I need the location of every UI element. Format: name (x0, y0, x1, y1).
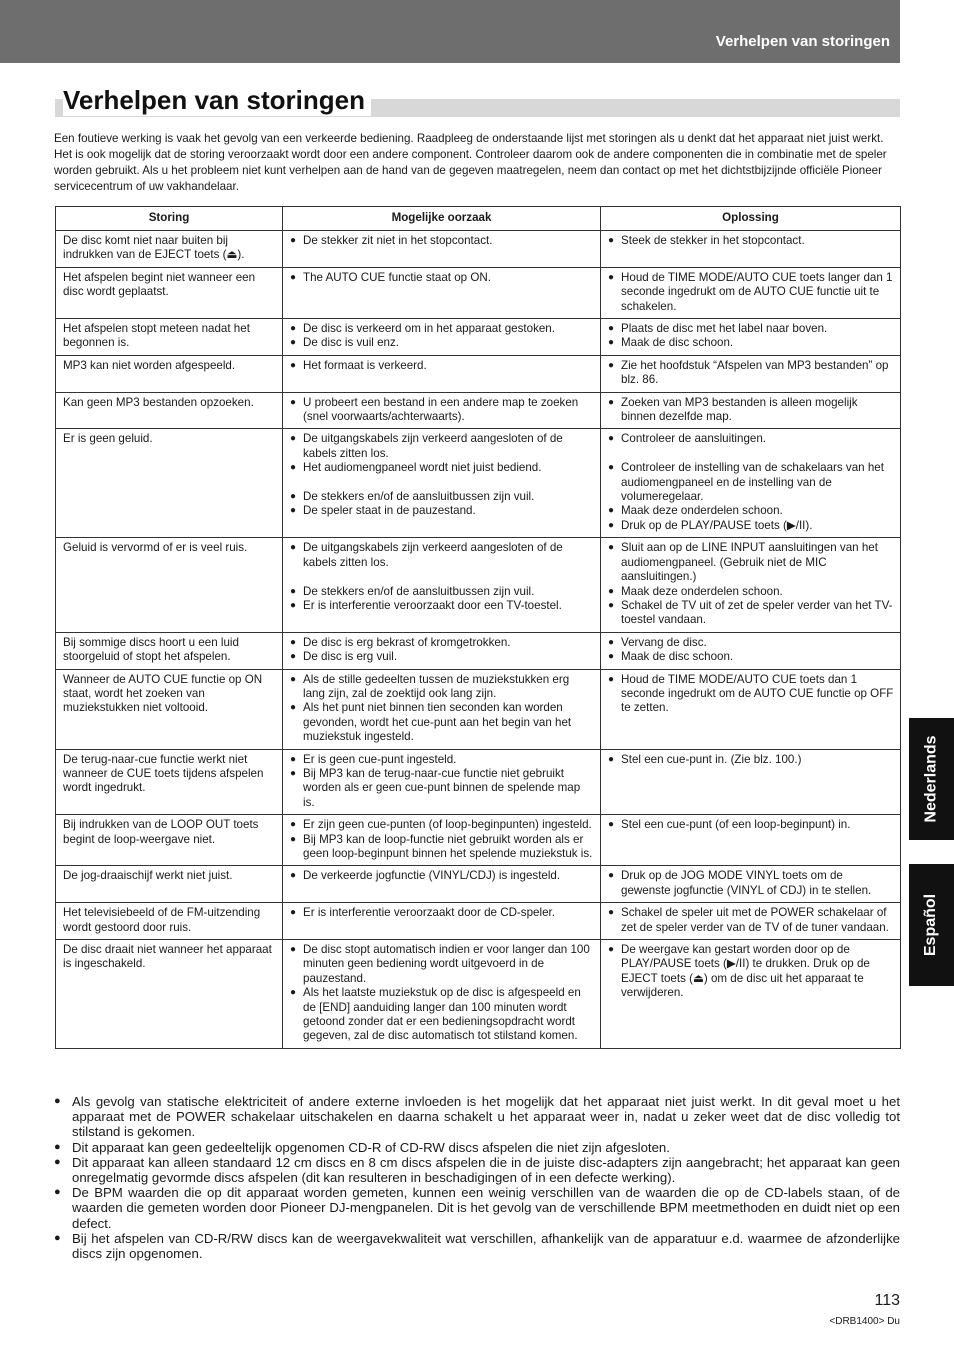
page-number: 113 (874, 1292, 900, 1309)
bullet-icon: ● (290, 359, 297, 371)
bullet-text: Controleer de aansluitingen. (621, 432, 767, 446)
cell-storing: De disc komt niet naar buiten bij indrukken van de EJECT toets (⏏). (56, 231, 283, 268)
bullet-item (290, 322, 594, 336)
bullet-icon: ● (290, 235, 297, 246)
bullet-item (290, 753, 594, 767)
cell-oorzaak (283, 940, 601, 1049)
cell-storing: Bij sommige discs hoort u een luid stoorgeluid of stopt het afspelen. (56, 632, 283, 669)
troubleshooting-table (55, 206, 901, 1049)
bullet-item (290, 673, 594, 702)
bullet-item (290, 869, 594, 883)
bullet-item (290, 234, 594, 248)
bullet-text: U probeert een bestand in een andere map te zoeken (snel voorwaarts/achterwaarts). (303, 395, 579, 424)
bullet-icon: ● (608, 585, 615, 597)
bullet-item (608, 519, 894, 533)
bullet-icon: ● (290, 599, 297, 611)
bullet-item (290, 336, 594, 350)
bullet-item (608, 636, 894, 650)
bullet-item (290, 271, 594, 285)
note-text: De BPM waarden die op dit apparaat worden gemeten, kunnen een weinig verschillen van de waarden die op de CD-labels staan, of de waarden die gemeten worden door Pioneer DJ-mengpanelen. Dit is het gevolg van de verschillende BPM meetmethoden en duidt niet op een defect. (72, 1185, 900, 1231)
bullet-icon: ● (290, 870, 297, 882)
table-row (56, 632, 901, 669)
cell-storing: MP3 kan niet worden afgespeeld. (56, 355, 283, 392)
bullet-icon: ● (54, 1155, 61, 1168)
cell-oplossing (601, 866, 901, 903)
bullet-item (608, 504, 894, 518)
cell-oorzaak (283, 815, 601, 866)
bullet-icon: ● (608, 673, 615, 685)
bullet-item (290, 432, 594, 461)
note-text: Als gevolg van statische elektriciteit of andere externe invloeden is het mogelijk dat het apparaat niet juist werkt. In dit geval moet u het apparaat met de POWER schakelaar uitschakelen en daarna schakelt u het apparaat weer in, nadat u zeker weet dat de disc volledig tot stilstand is gekomen. (72, 1094, 900, 1140)
bullet-text: Er is geen cue-punt ingesteld. (303, 752, 457, 766)
bullet-icon: ● (290, 987, 297, 999)
bullet-item (290, 818, 594, 832)
cell-oplossing (601, 392, 901, 429)
note-item (54, 1140, 900, 1155)
cell-oplossing (601, 319, 901, 356)
bullet-text: The AUTO CUE functie staat op ON. (303, 270, 491, 284)
bullet-text: Er is interferentie veroorzaakt door de CD-speler. (303, 906, 555, 920)
bullet-icon: ● (290, 505, 297, 517)
cell-oplossing (601, 429, 901, 538)
cell-oorzaak (283, 632, 601, 669)
bullet-text: Maak de disc schoon. (621, 650, 734, 664)
bullet-item (290, 359, 594, 373)
bullet-text: De speler staat in de pauzestand. (303, 504, 476, 518)
bullet-icon: ● (290, 396, 297, 408)
bullet-icon: ● (290, 491, 297, 503)
bullet-icon: ● (608, 433, 615, 445)
cell-oorzaak (283, 267, 601, 318)
bullet-text: Steek de stekker in het stopcontact. (621, 234, 805, 247)
cell-oplossing (601, 355, 901, 392)
table-row (56, 355, 901, 392)
cell-oplossing (601, 267, 901, 318)
bullet-icon: ● (608, 636, 615, 648)
bullet-item (608, 673, 894, 716)
bullet-item (608, 336, 894, 350)
cell-oplossing (601, 669, 901, 749)
bullet-icon: ● (290, 433, 297, 445)
bullet-text: Er is interferentie veroorzaakt door een TV-toestel. (303, 598, 562, 612)
bullet-item (290, 906, 594, 920)
cell-storing: De terug-naar-cue functie werkt niet wanneer de CUE toets tijdens afspelen wordt ingedrukt. (56, 749, 283, 815)
cell-storing: Het afspelen begint niet wanneer een disc wordt geplaatst. (56, 267, 283, 318)
bullet-text: De stekkers en/of de aansluitbussen zijn vuil. (303, 490, 535, 504)
document-code: <DRB1400> Du (829, 1316, 900, 1327)
bullet-icon: ● (608, 337, 615, 349)
bullet-item (608, 432, 894, 446)
bullet-icon: ● (290, 702, 297, 714)
bullet-item (608, 650, 894, 664)
bullet-item (608, 396, 894, 425)
cell-oplossing (601, 538, 901, 632)
table-row (56, 815, 901, 866)
bullet-text: De disc stopt automatisch indien er voor langer dan 100 minuten geen bediening wordt uitgevoerd in de pauzestand. (303, 943, 590, 985)
bullet-text: Houd de TIME MODE/AUTO CUE toets langer dan 1 seconde ingedrukt om de AUTO CUE functie uit te schakelen. (621, 270, 893, 313)
cell-oorzaak (283, 538, 601, 632)
bullet-item (290, 585, 594, 599)
spacer (290, 476, 594, 490)
bullet-item (608, 359, 894, 388)
table-row (56, 903, 901, 940)
bullet-icon: ● (54, 1140, 61, 1153)
bullet-item (290, 986, 594, 1044)
cell-oorzaak (283, 429, 601, 538)
bullet-icon: ● (290, 585, 297, 597)
cell-oorzaak (283, 319, 601, 356)
bullet-text: Vervang de disc. (621, 635, 707, 649)
bullet-item (290, 650, 594, 664)
bullet-icon: ● (608, 944, 615, 956)
cell-oorzaak (283, 866, 601, 903)
bullet-text: Er zijn geen cue-punten (of loop-beginpunten) ingesteld. (303, 818, 592, 832)
column-header-oplossing: Oplossing (601, 207, 901, 231)
table-row (56, 669, 901, 749)
bullet-item (290, 701, 594, 744)
bullet-icon: ● (608, 907, 615, 919)
bullet-text: Schakel de speler uit met de POWER schakelaar of zet de speler verder van de TV of de tuner vandaan. (621, 906, 889, 934)
cell-oorzaak (283, 231, 601, 268)
spacer (608, 447, 894, 461)
cell-oplossing (601, 903, 901, 940)
bullet-item (608, 234, 894, 248)
bullet-item (608, 943, 894, 1001)
bullet-item (290, 504, 594, 518)
page-title: Verhelpen van storingen (63, 84, 371, 116)
cell-oorzaak (283, 392, 601, 429)
bullet-text: De disc is erg bekrast of kromgetrokken. (303, 635, 511, 649)
cell-oorzaak (283, 903, 601, 940)
cell-storing: Het afspelen stopt meteen nadat het begonnen is. (56, 319, 283, 356)
cell-oplossing (601, 940, 901, 1049)
bullet-text: Bij MP3 kan de terug-naar-cue functie niet gebruikt worden als er geen cue-punt binnen de spelende map is. (303, 766, 581, 809)
bullet-text: Sluit aan op de LINE INPUT aansluitingen van het audiomengpaneel. (Gebruik niet de MIC aansluitingen.) (621, 541, 878, 584)
bullet-item (608, 585, 894, 599)
language-tab-espanol: Español (909, 864, 954, 986)
table-row (56, 940, 901, 1049)
cell-storing: De disc draait niet wanneer het apparaat is ingeschakeld. (56, 940, 283, 1049)
cell-storing: Geluid is vervormd of er is veel ruis. (56, 538, 283, 632)
bullet-text: De weergave kan gestart worden door op de PLAY/PAUSE toets (▶/II) te drukken. Druk op de EJECT toets (⏏) om de disc uit het apparaat te verwijderen. (621, 943, 870, 1000)
bullet-item (608, 818, 894, 832)
bullet-item (608, 906, 894, 935)
bullet-text: Stel een cue-punt in. (Zie blz. 100.) (621, 752, 802, 766)
table-row (56, 231, 901, 268)
bullet-item (608, 869, 894, 898)
bullet-icon: ● (54, 1095, 61, 1107)
bullet-text: De disc is erg vuil. (303, 650, 398, 664)
bullet-icon: ● (290, 753, 297, 765)
bullet-icon: ● (54, 1186, 61, 1199)
bullet-text: De uitgangskabels zijn verkeerd aangesloten of de kabels zitten los. (303, 541, 563, 569)
bullet-icon: ● (290, 271, 297, 283)
bullet-icon: ● (290, 337, 297, 349)
bullet-icon: ● (290, 673, 297, 685)
bullet-item (608, 599, 894, 628)
bullet-text: De uitgangskabels zijn verkeerd aangesloten of de kabels zitten los. (303, 432, 563, 460)
bullet-text: Stel een cue-punt (of een loop-beginpunt) in. (621, 818, 851, 832)
bullet-icon: ● (608, 323, 615, 335)
bullet-text: Schakel de TV uit of zet de speler verder van het TV-toestel vandaan. (621, 598, 893, 627)
notes-list (54, 1094, 900, 1261)
bullet-text: Maak deze onderdelen schoon. (621, 504, 783, 518)
table-row (56, 392, 901, 429)
bullet-text: Als het punt niet binnen tien seconden kan worden gevonden, wordt het cue-punt aan het begin van het muziekstuk ingesteld. (303, 701, 572, 744)
bullet-text: Maak deze onderdelen schoon. (621, 584, 783, 598)
bullet-icon: ● (608, 505, 615, 517)
bullet-icon: ● (290, 323, 297, 335)
cell-storing: Bij indrukken van de LOOP OUT toets begint de loop-weergave niet. (56, 815, 283, 866)
table-row (56, 538, 901, 632)
bullet-text: Als het laatste muziekstuk op de disc is afgespeeld en de [END] aanduiding langer dan 100 minuten wordt getoond zonder dat er een bedieningsopdracht wordt gegeven, zal de disc automatisch tot stilstand komen. (303, 986, 581, 1043)
cell-oorzaak (283, 355, 601, 392)
note-text: Dit apparaat kan geen gedeeltelijk opgenomen CD-R of CD-RW discs afspelen die niet zijn afgesloten. (72, 1139, 670, 1155)
note-text: Dit apparaat kan alleen standaard 12 cm discs en 8 cm discs afspelen die in de juiste disc-adapters zijn aangebracht; het apparaat kan geen onregelmatig gevormde discs afspelen (dit kan resulteren in beschadigingen of in een defecte werking). (72, 1154, 900, 1186)
bullet-icon: ● (608, 235, 615, 246)
intro-paragraph: Een foutieve werking is vaak het gevolg van een verkeerde bediening. Raadpleeg de onderstaande lijst met storingen als u denkt dat het apparaat niet juist werkt. Het is ook mogelijk dat de storing veroorzaakt wordt door een andere component. Controleer daarom ook de andere componenten die in combinatie met de speler worden gebruikt. Als u het probleem niet kunt verhelpen aan de hand van de gegeven maatregelen, neem dan contact op met het dichtstbijzijnde officiële Pioneer servicecentrum of uw vakhandelaar. (54, 132, 887, 193)
bullet-icon: ● (290, 462, 297, 474)
bullet-item (608, 461, 894, 504)
bullet-icon: ● (608, 651, 615, 663)
bullet-icon: ● (290, 907, 297, 919)
bullet-text: Bij MP3 kan de loop-functie niet gebruikt worden als er geen loop-beginpunt binnen het spelende muziekstuk is. (303, 832, 593, 861)
bullet-text: Druk op de PLAY/PAUSE toets (▶/II). (621, 518, 813, 532)
bullet-item (290, 461, 594, 475)
bullet-text: Maak de disc schoon. (621, 336, 734, 350)
bullet-text: De disc is vuil enz. (303, 336, 400, 350)
bullet-item (608, 541, 894, 584)
bullet-text: Als de stille gedeelten tussen de muziekstukken erg lang zijn, zal de zoektijd ook lang zijn. (303, 672, 570, 700)
cell-storing: Kan geen MP3 bestanden opzoeken. (56, 392, 283, 429)
bullet-item (290, 599, 594, 613)
bullet-icon: ● (290, 767, 297, 779)
bullet-item (290, 541, 594, 570)
table-row (56, 429, 901, 538)
note-item (54, 1185, 900, 1231)
bullet-text: De disc is verkeerd om in het apparaat gestoken. (303, 322, 555, 336)
cell-storing: Wanneer de AUTO CUE functie op ON staat, wordt het zoeken van muziekstukken niet voltooid. (56, 669, 283, 749)
cell-oplossing (601, 632, 901, 669)
bullet-item (608, 753, 894, 767)
bullet-text: Zoeken van MP3 bestanden is alleen mogelijk binnen dezelfde map. (621, 395, 858, 424)
table-row (56, 866, 901, 903)
bullet-text: Het formaat is verkeerd. (303, 358, 427, 372)
bullet-text: Houd de TIME MODE/AUTO CUE toets dan 1 seconde ingedrukt om de AUTO CUE functie op OFF te zetten. (621, 672, 894, 715)
bullet-icon: ● (290, 944, 297, 956)
table-header-row (56, 207, 901, 231)
cell-oplossing (601, 749, 901, 815)
bullet-item (290, 943, 594, 986)
bullet-item (290, 636, 594, 650)
bullet-item (608, 271, 894, 314)
note-text: Bij het afspelen van CD-R/RW discs kan de weergavekwaliteit wat verschillen, afhankelijk van de apparatuur e.d. waarmee de afzonderlijke discs zijn opgenomen. (72, 1230, 900, 1262)
bullet-item (290, 833, 594, 862)
bullet-icon: ● (608, 359, 615, 371)
bullet-icon: ● (608, 396, 615, 408)
bullet-icon: ● (290, 651, 297, 663)
bullet-icon: ● (290, 636, 297, 648)
bullet-item (290, 396, 594, 425)
bullet-icon: ● (290, 542, 297, 554)
bullet-icon: ● (608, 542, 615, 554)
table-row (56, 267, 901, 318)
bullet-text: Plaats de disc met het label naar boven. (621, 322, 828, 336)
bullet-icon: ● (608, 519, 615, 531)
cell-storing: De jog-draaischijf werkt niet juist. (56, 866, 283, 903)
bullet-icon: ● (54, 1231, 61, 1244)
cell-storing: Het televisiebeeld of de FM-uitzending wordt gestoord door ruis. (56, 903, 283, 940)
bullet-text: Controleer de instelling van de schakelaars van het audiomengpaneel en de instelling van de volumeregelaar. (621, 461, 884, 504)
language-tab-nederlands: Nederlands (909, 718, 954, 840)
bullet-icon: ● (608, 271, 615, 283)
bullet-text: Druk op de JOG MODE VINYL toets om de gewenste jogfunctie (VINYL of CDJ) in te stellen. (621, 869, 872, 897)
bullet-icon: ● (290, 819, 297, 831)
cell-oplossing (601, 815, 901, 866)
bullet-icon: ● (608, 599, 615, 611)
note-item (54, 1155, 900, 1185)
column-header-storing: Storing (56, 207, 283, 231)
cell-oorzaak (283, 749, 601, 815)
bullet-icon: ● (608, 753, 615, 765)
note-item (54, 1094, 900, 1140)
bullet-text: Het audiomengpaneel wordt niet juist bediend. (303, 461, 542, 475)
bullet-item (608, 322, 894, 336)
cell-storing: Er is geen geluid. (56, 429, 283, 538)
note-item (54, 1231, 900, 1261)
bullet-item (290, 767, 594, 810)
cell-oorzaak (283, 669, 601, 749)
header-band (0, 0, 900, 63)
table-row (56, 319, 901, 356)
bullet-item (290, 490, 594, 504)
cell-oplossing (601, 231, 901, 268)
bullet-text: Zie het hoofdstuk “Afspelen van MP3 bestanden” op blz. 86. (621, 358, 889, 387)
table-row (56, 749, 901, 815)
bullet-icon: ● (290, 833, 297, 845)
column-header-oorzaak: Mogelijke oorzaak (283, 207, 601, 231)
spacer (290, 570, 594, 584)
bullet-text: De stekkers en/of de aansluitbussen zijn vuil. (303, 584, 535, 598)
bullet-icon: ● (608, 819, 615, 831)
bullet-text: De stekker zit niet in het stopcontact. (303, 234, 493, 247)
bullet-text: De verkeerde jogfunctie (VINYL/CDJ) is ingesteld. (303, 869, 561, 883)
bullet-icon: ● (608, 870, 615, 882)
bullet-icon: ● (608, 462, 615, 474)
header-section-title: Verhelpen van storingen (715, 33, 890, 50)
